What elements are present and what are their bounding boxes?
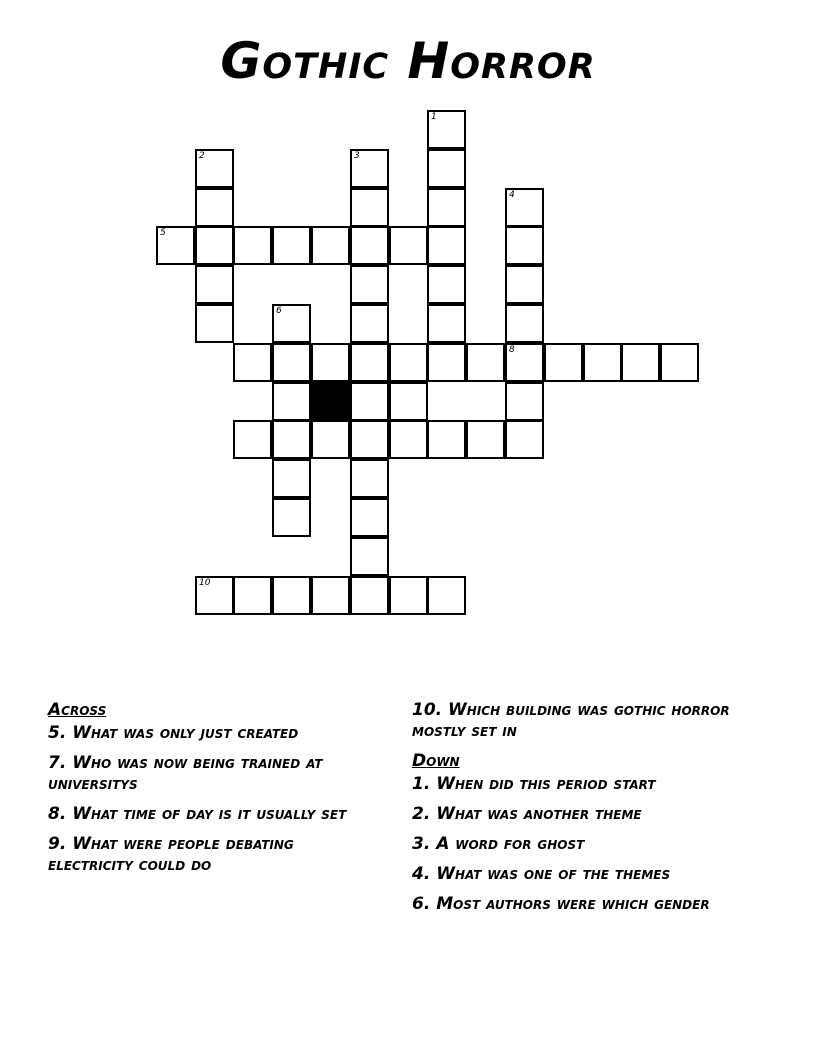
grid-cell[interactable]: [311, 343, 350, 382]
grid-cell[interactable]: [350, 188, 389, 227]
clue-number: 4: [509, 190, 515, 200]
grid-cell[interactable]: [350, 343, 389, 382]
grid-cell[interactable]: [156, 226, 195, 265]
clue-number: 6: [276, 306, 282, 316]
grid-cell[interactable]: [505, 226, 544, 265]
down-clue-3: 3. A word for ghost: [412, 834, 585, 854]
across-clue-5: 5. What was only just created: [48, 723, 299, 743]
down-heading: Down: [412, 751, 460, 771]
grid-cell[interactable]: [427, 149, 466, 188]
grid-cell[interactable]: [272, 304, 311, 343]
grid-cell[interactable]: [195, 304, 234, 343]
grid-cell[interactable]: [350, 420, 389, 459]
grid-cell[interactable]: [505, 265, 544, 304]
grid-cell[interactable]: [195, 226, 234, 265]
clue-number: 1: [431, 112, 437, 122]
grid-cell[interactable]: [311, 226, 350, 265]
grid-cell[interactable]: [350, 226, 389, 265]
grid-cell[interactable]: [311, 420, 350, 459]
clue-number: 5: [160, 228, 166, 238]
grid-cell[interactable]: [427, 265, 466, 304]
down-clue-4: 4. What was one of the themes: [412, 864, 671, 884]
grid-cell[interactable]: [195, 149, 234, 188]
puzzle-title: Gothic Horror: [220, 32, 596, 90]
grid-cell[interactable]: [583, 343, 622, 382]
grid-cell[interactable]: [427, 576, 466, 615]
grid-cell[interactable]: [427, 226, 466, 265]
grid-cell[interactable]: [272, 226, 311, 265]
clue-number: 2: [199, 151, 205, 161]
grid-cell[interactable]: [350, 576, 389, 615]
grid-cell[interactable]: [427, 110, 466, 149]
grid-cell[interactable]: [389, 420, 428, 459]
grid-cell[interactable]: [233, 576, 272, 615]
across-heading: Across: [48, 700, 107, 720]
clues-right-column: [412, 700, 752, 924]
down-clue-1: 1. When did this period start: [412, 774, 656, 794]
clues-left-column: [48, 700, 378, 885]
grid-cell[interactable]: [233, 343, 272, 382]
clue-number: 10: [199, 578, 211, 588]
grid-cell[interactable]: [233, 420, 272, 459]
down-clue-2: 2. What was another theme: [412, 804, 642, 824]
grid-cell[interactable]: [311, 576, 350, 615]
grid-cell[interactable]: [272, 343, 311, 382]
across-clue-7: 7. Who was now being trained at universitys: [48, 753, 323, 794]
grid-cell[interactable]: [350, 537, 389, 576]
grid-cell[interactable]: [427, 304, 466, 343]
grid-cell[interactable]: [272, 382, 311, 421]
grid-cell[interactable]: [350, 498, 389, 537]
grid-cell[interactable]: [195, 265, 234, 304]
grid-cell[interactable]: [466, 420, 505, 459]
grid-cell[interactable]: [272, 498, 311, 537]
grid-cell[interactable]: [505, 304, 544, 343]
grid-cell[interactable]: [466, 343, 505, 382]
grid-cell[interactable]: [660, 343, 699, 382]
grid-cell[interactable]: [505, 343, 544, 382]
grid-cell[interactable]: [544, 343, 583, 382]
across-clue-9: 9. What were people debating electricity could do: [48, 834, 294, 875]
black-cell: [311, 382, 350, 421]
grid-cell[interactable]: [389, 576, 428, 615]
grid-cell[interactable]: [350, 459, 389, 498]
grid-cell[interactable]: [272, 576, 311, 615]
grid-cell[interactable]: [389, 382, 428, 421]
grid-cell[interactable]: [350, 265, 389, 304]
grid-cell[interactable]: [350, 304, 389, 343]
grid-cell[interactable]: [195, 188, 234, 227]
grid-cell[interactable]: [233, 226, 272, 265]
grid-cell[interactable]: [389, 343, 428, 382]
clue-number: 8: [509, 345, 515, 355]
grid-cell[interactable]: [505, 188, 544, 227]
down-clue-6: 6. Most authors were which gender: [412, 894, 710, 914]
grid-cell[interactable]: [427, 188, 466, 227]
grid-cell[interactable]: [621, 343, 660, 382]
grid-cell[interactable]: [505, 382, 544, 421]
grid-cell[interactable]: [350, 382, 389, 421]
across-clue-10: 10. Which building was gothic horror mostly set in: [412, 700, 730, 741]
grid-cell[interactable]: [505, 420, 544, 459]
grid-cell[interactable]: [350, 149, 389, 188]
clue-number: 3: [354, 151, 360, 161]
grid-cell[interactable]: [195, 576, 234, 615]
across-clue-8: 8. What time of day is it usually set: [48, 804, 347, 824]
grid-cell[interactable]: [389, 226, 428, 265]
grid-cell[interactable]: [272, 420, 311, 459]
grid-cell[interactable]: [427, 343, 466, 382]
grid-cell[interactable]: [427, 420, 466, 459]
grid-cell[interactable]: [272, 459, 311, 498]
